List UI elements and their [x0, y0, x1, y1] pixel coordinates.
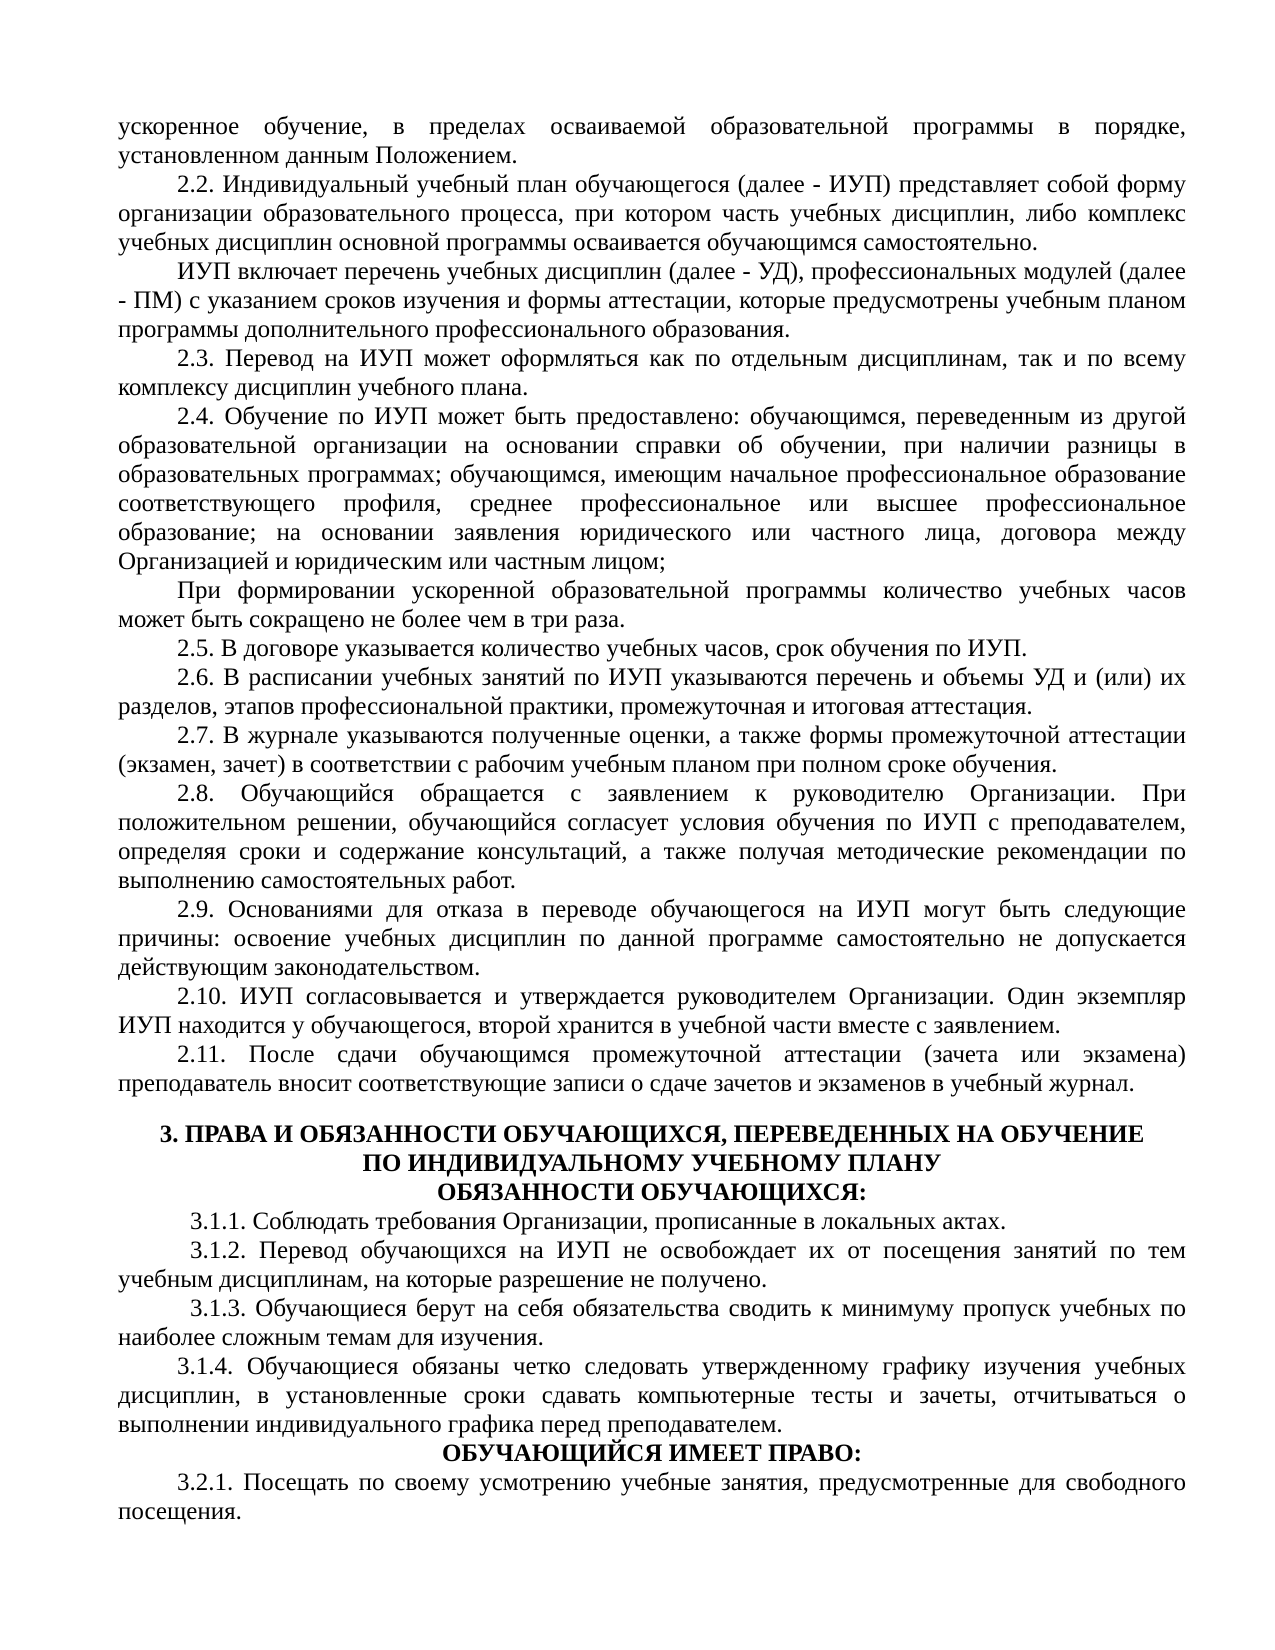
paragraph-2-2: 2.2. Индивидуальный учебный план обучающегося (далее - ИУП) представляет собой форму организации образовательного процесса, при котором часть учебных дисциплин, либо комплекс учебных дисциплин основной программы осваивается обучающимся самостоятельно.: [118, 171, 1186, 256]
paragraph-2-7: 2.7. В журнале указываются полученные оценки, а также формы промежуточной аттестации (экзамен, зачет) в соответствии с рабочим учебным планом при полном сроке обучения.: [118, 722, 1186, 778]
rights-subheading: ОБУЧАЮЩИЙСЯ ИМЕЕТ ПРАВО:: [441, 1440, 863, 1467]
paragraph-continuation: ускоренное обучение, в пределах осваиваемой образовательной программы в порядке, установленном данным Положением.: [118, 113, 1186, 169]
paragraph-iup-includes: ИУП включает перечень учебных дисциплин (далее - УД), профессиональных модулей (далее - ПМ) с указанием сроков изучения и формы аттестации, которые предусмотрены учебным планом программы дополнительного профессионального образования.: [118, 258, 1186, 343]
section3-heading: [118, 1120, 1186, 1178]
duties-subheading: ОБЯЗАННОСТИ ОБУЧАЮЩИХСЯ:: [437, 1179, 867, 1206]
paragraph-2-8: 2.8. Обучающийся обращается с заявлением к руководителю Организации. При положительном решении, обучающийся согласует условия обучения по ИУП с преподавателем, определяя сроки и содержание консультаций, а также получая методические рекомендации по выполнению самостоятельных работ.: [118, 780, 1186, 894]
section3-heading-line2: ПО ИНДИВИДУАЛЬНОМУ УЧЕБНОМУ ПЛАНУ: [362, 1150, 942, 1177]
paragraph-3-1-4: 3.1.4. Обучающиеся обязаны четко следовать утвержденному графику изучения учебных дисциплин, в установленные сроки сдавать компьютерные тесты и зачеты, отчитываться о выполнении индивидуального графика перед преподавателем.: [118, 1353, 1186, 1438]
paragraph-2-4: 2.4. Обучение по ИУП может быть предоставлено: обучающимся, переведенным из другой образовательной организации на основании справки об обучении, при наличии разницы в образовательных программах; обучающимся, имеющим начальное профессиональное образование соответствующего профиля, среднее профессиональное или высшее профессиональное образование; на основании заявления юридического или частного лица, договора между Организацией и юридическим или частным лицом;: [118, 403, 1186, 575]
paragraph-2-11: 2.11. После сдачи обучающимся промежуточной аттестации (зачета или экзамена) преподаватель вносит соответствующие записи о сдаче зачетов и экзаменов в учебный журнал.: [118, 1041, 1186, 1097]
paragraph-3-2-1: 3.2.1. Посещать по своему усмотрению учебные занятия, предусмотренные для свободного посещения.: [118, 1469, 1186, 1525]
paragraph-2-6: 2.6. В расписании учебных занятий по ИУП указываются перечень и объемы УД и (или) их разделов, этапов профессиональной практики, промежуточная и итоговая аттестация.: [118, 664, 1186, 720]
paragraph-2-10: 2.10. ИУП согласовывается и утверждается руководителем Организации. Один экземпляр ИУП находится у обучающегося, второй хранится в учебной части вместе с заявлением.: [118, 983, 1186, 1039]
paragraph-accelerated-program: При формировании ускоренной образовательной программы количество учебных часов может быть сокращено не более чем в три раза.: [118, 577, 1186, 633]
section3-heading-line1: 3. ПРАВА И ОБЯЗАННОСТИ ОБУЧАЮЩИХСЯ, ПЕРЕВЕДЕННЫХ НА ОБУЧЕНИЕ: [159, 1121, 1145, 1148]
paragraph-2-5: 2.5. В договоре указывается количество учебных часов, срок обучения по ИУП.: [177, 635, 1028, 662]
paragraph-3-1-3: 3.1.3. Обучающиеся берут на себя обязательства сводить к минимуму пропуск учебных по наиболее сложным темам для изучения.: [118, 1295, 1186, 1351]
paragraph-3-1-1: 3.1.1. Соблюдать требования Организации, прописанные в локальных актах.: [190, 1208, 1007, 1235]
paragraph-2-9: 2.9. Основаниями для отказа в переводе обучающегося на ИУП могут быть следующие причины: освоение учебных дисциплин по данной программе самостоятельно не допускается действующим законодательством.: [118, 896, 1186, 981]
paragraph-2-3: 2.3. Перевод на ИУП может оформляться как по отдельным дисциплинам, так и по всему комплексу дисциплин учебного плана.: [118, 345, 1186, 401]
paragraph-3-1-2: 3.1.2. Перевод обучающихся на ИУП не освобождает их от посещения занятий по тем учебным дисциплинам, на которые разрешение не получено.: [118, 1237, 1186, 1293]
